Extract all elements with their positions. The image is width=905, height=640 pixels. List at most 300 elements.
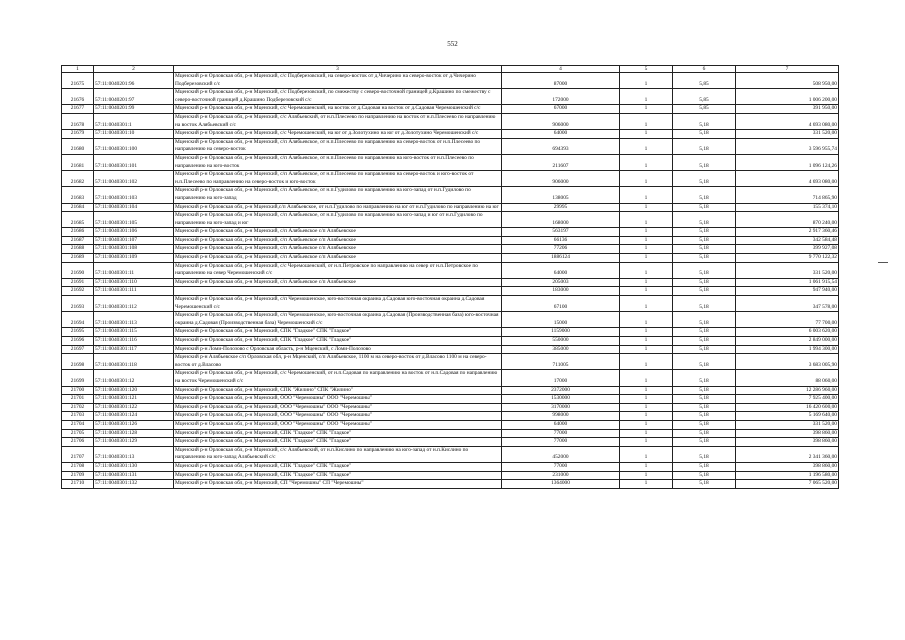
row-number: 21707 — [62, 446, 94, 462]
row-number: 21709 — [62, 471, 94, 480]
coefficient-value: 1 — [620, 462, 673, 471]
cadastral-number: 57:11:0040301:110 — [94, 278, 174, 287]
cadastral-number: 57:11:0040301:132 — [94, 480, 174, 489]
area-value: 906000 — [502, 113, 620, 129]
table-row — [62, 245, 839, 254]
cadastral-value: 398 860,00 — [736, 462, 839, 471]
area-value: 385000 — [502, 345, 620, 354]
area-value: 172000 — [502, 89, 620, 105]
header-col-7: 7 — [736, 66, 839, 73]
cadastral-value: 331 520,00 — [736, 420, 839, 429]
cadastral-number: 57:11:0040301:10 — [94, 130, 174, 139]
cadastral-number: 57:11:0040301:106 — [94, 228, 174, 237]
location-description: Мценский р-н Орловская обл, р-н Мценский, СПК "Гладкое" СПК "Гладкое" — [174, 462, 502, 471]
row-number: 21691 — [62, 278, 94, 287]
location-description — [174, 287, 502, 296]
specific-value: 5,18 — [673, 130, 736, 139]
area-value: 15000 — [502, 312, 620, 328]
specific-value: 5,18 — [673, 312, 736, 328]
table-row — [62, 203, 839, 212]
coefficient-value: 1 — [620, 438, 673, 447]
coefficient-value: 1 — [620, 228, 673, 237]
row-number: 21705 — [62, 429, 94, 438]
table-row — [62, 412, 839, 421]
specific-value: 5,18 — [673, 429, 736, 438]
cadastral-number: 57:11:0040301:130 — [94, 462, 174, 471]
coefficient-value: 1 — [620, 73, 673, 89]
specific-value: 5,18 — [673, 212, 736, 228]
cadastral-number: 57:11:0040301:102 — [94, 171, 174, 187]
header-col-2: 2 — [94, 66, 174, 73]
location-description: Мценский р-н Орловская обл, р-н Мценский, СПК "Гладкое" СПК "Гладкое" — [174, 438, 502, 447]
area-value: 66136 — [502, 236, 620, 245]
cadastral-number: 57:11:0040301:126 — [94, 420, 174, 429]
table-row — [62, 462, 839, 471]
specific-value: 5,18 — [673, 480, 736, 489]
table-row — [62, 337, 839, 346]
specific-value: 5,18 — [673, 228, 736, 237]
specific-value: 5,85 — [673, 73, 736, 89]
cadastral-value: 77 700,00 — [736, 312, 839, 328]
coefficient-value: 1 — [620, 354, 673, 370]
specific-value: 5,18 — [673, 420, 736, 429]
table-row — [62, 113, 839, 129]
table-row — [62, 187, 839, 203]
cadastral-value: 4 693 080,00 — [736, 171, 839, 187]
margin-mark — [878, 262, 888, 263]
area-value: 906000 — [502, 171, 620, 187]
table-body — [62, 73, 839, 489]
area-value: 550000 — [502, 337, 620, 346]
row-number: 21676 — [62, 89, 94, 105]
specific-value: 5,18 — [673, 203, 736, 212]
cadastral-number: 57:11:0040301:129 — [94, 438, 174, 447]
coefficient-value: 1 — [620, 154, 673, 170]
cadastral-number: 57:11:0040301:108 — [94, 245, 174, 254]
specific-value: 5,85 — [673, 89, 736, 105]
specific-value: 5,18 — [673, 138, 736, 154]
area-value: 168000 — [502, 212, 620, 228]
coefficient-value: 1 — [620, 203, 673, 212]
table-row — [62, 370, 839, 386]
specific-value: 5,18 — [673, 262, 736, 278]
table-row — [62, 154, 839, 170]
specific-value: 5,18 — [673, 386, 736, 395]
table-row — [62, 212, 839, 228]
location-description: Мценский р-н Орловская обл, р-н Мценский, ООО "Черемошны" ООО "Черемошны" — [174, 395, 502, 404]
cadastral-value: 3 683 005,90 — [736, 354, 839, 370]
location-description: Мценский р-н Орловская обл, р-н Мценский, с/с Подберезовский, на северо-восток от д.Чичерино на северо-восток от д.Чичерино Подберезовский с/с — [174, 73, 502, 89]
area-value: 17000 — [502, 370, 620, 386]
area-value: 77000 — [502, 429, 620, 438]
coefficient-value: 1 — [620, 412, 673, 421]
cadastral-number: 57:11:0040301:11 — [94, 262, 174, 278]
row-number: 21698 — [62, 354, 94, 370]
coefficient-value: 1 — [620, 446, 673, 462]
coefficient-value: 1 — [620, 171, 673, 187]
area-value: 77000 — [502, 462, 620, 471]
cadastral-value: 398 860,00 — [736, 438, 839, 447]
location-description: Мценский р-н Алябьевское с/п Орловская обл, р-н Мценский, с/п Алябьевское, 1100 м на северо-восток от д.Власово 1100 м на северо-восток от д.Власово — [174, 354, 502, 370]
cadastral-number: 57:11:0040301:120 — [94, 386, 174, 395]
row-number: 21685 — [62, 212, 94, 228]
location-description: Мценский р-н Орловская обл, р-н Мценский, с/п Алябьевское с/п Алябьевское — [174, 254, 502, 263]
cadastral-value: 870 240,00 — [736, 212, 839, 228]
area-value: 1530000 — [502, 395, 620, 404]
cadastral-value: 6 003 620,00 — [736, 328, 839, 337]
table-row — [62, 446, 839, 462]
location-description: Мценский р-н Орловская обл, р-н Мценский, с/с Черемошенский, на восток от д.Садовая на восток от д.Садовая Черемошенский с/с — [174, 105, 502, 114]
cadastral-value-table — [61, 65, 839, 489]
cadastral-number: 57:11:0040301:109 — [94, 254, 174, 263]
table-row — [62, 429, 839, 438]
coefficient-value: 1 — [620, 278, 673, 287]
cadastral-number: 57:11:0040301:1 — [94, 113, 174, 129]
coefficient-value: 1 — [620, 296, 673, 312]
cadastral-value: 155 374,10 — [736, 203, 839, 212]
cadastral-value: 347 578,00 — [736, 296, 839, 312]
cadastral-value: 2 917 360,46 — [736, 228, 839, 237]
cadastral-number: 57:11:0040301:105 — [94, 212, 174, 228]
row-number: 21678 — [62, 113, 94, 129]
specific-value: 5,18 — [673, 287, 736, 296]
row-number: 21688 — [62, 245, 94, 254]
coefficient-value: 1 — [620, 113, 673, 129]
row-number: 21675 — [62, 73, 94, 89]
coefficient-value: 1 — [620, 105, 673, 114]
coefficient-value: 1 — [620, 337, 673, 346]
specific-value: 5,18 — [673, 236, 736, 245]
cadastral-number: 57:11:0040301:121 — [94, 395, 174, 404]
specific-value: 5,18 — [673, 438, 736, 447]
specific-value: 5,18 — [673, 154, 736, 170]
table-row — [62, 312, 839, 328]
area-value: 64000 — [502, 420, 620, 429]
area-value: 2372000 — [502, 386, 620, 395]
coefficient-value: 1 — [620, 287, 673, 296]
location-description: Мценский р-н Орловская обл, р-н Мценский, с/п Алябьевское, от н.п.Плесеево по направлению на юго-восток от н.п.Плесеево по направлению на юго-восток — [174, 154, 502, 170]
table-row — [62, 105, 839, 114]
specific-value: 5,18 — [673, 328, 736, 337]
location-description: Мценский р-н Орловская обл, р-н Мценский, с/с Черемошенский, от н.п.Садовая по направлению на восток от н.п.Садовая по направлению на восток Черемошенский с/с — [174, 370, 502, 386]
specific-value: 5,18 — [673, 412, 736, 421]
coefficient-value: 1 — [620, 138, 673, 154]
table-row — [62, 73, 839, 89]
coefficient-value: 1 — [620, 130, 673, 139]
table-row — [62, 236, 839, 245]
area-value: 77206 — [502, 245, 620, 254]
coefficient-value: 1 — [620, 370, 673, 386]
location-description: Мценский р-н Орловская обл, р-н Мценский, СП "Черемошны" СП "Черемошны" — [174, 480, 502, 489]
row-number: 21681 — [62, 154, 94, 170]
table-row — [62, 278, 839, 287]
row-number: 21689 — [62, 254, 94, 263]
area-value: 998000 — [502, 412, 620, 421]
row-number: 21704 — [62, 420, 94, 429]
header-col-1: 1 — [62, 66, 94, 73]
location-description: Мценский р-н Орловская обл, р-н Мценский, СПК "Гладкое" СПК "Гладкое" — [174, 429, 502, 438]
location-description: Мценский р-н Орловская обл, р-н Мценский, с/п Черемошенское, юго-восточная окраина д.Садовая (Производственная база) юго-восточная окраина д.Садовая (Производственная база) Черемошенский с/с — [174, 312, 502, 328]
cadastral-value: 16 420 600,00 — [736, 403, 839, 412]
area-value: 452000 — [502, 446, 620, 462]
cadastral-value: 2 849 000,00 — [736, 337, 839, 346]
location-description: Мценский р-н Орловская обл, р-н Мценский, с/п Алябьевское с/п Алябьевское — [174, 278, 502, 287]
row-number: 21700 — [62, 386, 94, 395]
specific-value: 5,18 — [673, 462, 736, 471]
table-row — [62, 254, 839, 263]
coefficient-value: 1 — [620, 212, 673, 228]
location-description: Мценский р-н Орловская обл, р-н Мценский, СПК "Гладкое" СПК "Гладкое" — [174, 328, 502, 337]
specific-value: 5,18 — [673, 245, 736, 254]
cadastral-number: 57:11:0040301:101 — [94, 154, 174, 170]
cadastral-number: 57:11:0040301:112 — [94, 296, 174, 312]
row-number: 21679 — [62, 130, 94, 139]
cadastral-value: 947 940,00 — [736, 287, 839, 296]
cadastral-number: 57:11:0040301:13 — [94, 446, 174, 462]
row-number: 21699 — [62, 370, 94, 386]
table-row — [62, 130, 839, 139]
cadastral-number: 57:11:0040301:107 — [94, 236, 174, 245]
specific-value: 5,18 — [673, 345, 736, 354]
row-number: 21708 — [62, 462, 94, 471]
cadastral-number: 57:11:0040301:122 — [94, 403, 174, 412]
header-col-6: 6 — [673, 66, 736, 73]
table-row — [62, 471, 839, 480]
location-description: Мценский р-н Орловская обл, р-н Мценский, с/с Черемошенский, от н.п.Петровское по направлению на север от н.п.Петровское по направлению на север Черемошенский с/с — [174, 262, 502, 278]
location-description: Мценский р-н Орловская обл, р-н Мценский,с/п Алябьевское, от н.п.Гудилово по направлению на юг от н.п.Гудилово по направлению на юг — [174, 203, 502, 212]
cadastral-value: 1 196 580,00 — [736, 471, 839, 480]
table-row — [62, 386, 839, 395]
cadastral-value: 331 520,00 — [736, 262, 839, 278]
area-value: 138005 — [502, 187, 620, 203]
specific-value: 5,18 — [673, 278, 736, 287]
coefficient-value: 1 — [620, 386, 673, 395]
header-col-4: 4 — [502, 66, 620, 73]
location-description: Мценский р-н Орловская обл, р-н Мценский, с/п Черемошенское, юго-восточная окраина д.Садовая юго-восточная окраина д.Садовая Черемошенский с/с — [174, 296, 502, 312]
coefficient-value: 1 — [620, 89, 673, 105]
table-row — [62, 296, 839, 312]
cadastral-value: 2 341 360,00 — [736, 446, 839, 462]
coefficient-value: 1 — [620, 403, 673, 412]
cadastral-number: 57:11:0040301:118 — [94, 354, 174, 370]
cadastral-value: 331 520,00 — [736, 130, 839, 139]
cadastral-value: 399 927,08 — [736, 245, 839, 254]
specific-value: 5,18 — [673, 254, 736, 263]
table-row — [62, 354, 839, 370]
cadastral-number: 57:11:0040301:104 — [94, 203, 174, 212]
area-value: 67100 — [502, 296, 620, 312]
location-description: Мценский р-н Орловская обл, р-н Мценский, СПК "Гладкое" СПК "Гладкое" — [174, 471, 502, 480]
area-value: 77000 — [502, 438, 620, 447]
row-number: 21706 — [62, 438, 94, 447]
cadastral-number: 57:11:0040201:97 — [94, 89, 174, 105]
cadastral-number: 57:11:0040301:116 — [94, 337, 174, 346]
specific-value: 5,18 — [673, 403, 736, 412]
row-number: 21686 — [62, 228, 94, 237]
coefficient-value: 1 — [620, 328, 673, 337]
row-number: 21694 — [62, 312, 94, 328]
cadastral-value: 508 950,00 — [736, 73, 839, 89]
row-number: 21692 — [62, 287, 94, 296]
table-row — [62, 89, 839, 105]
cadastral-value: 4 693 080,00 — [736, 113, 839, 129]
cadastral-value: 12 286 960,00 — [736, 386, 839, 395]
cadastral-number: 57:11:0040301:103 — [94, 187, 174, 203]
cadastral-value: 7 925 400,00 — [736, 395, 839, 404]
cadastral-value: 3 596 955,74 — [736, 138, 839, 154]
location-description: Мценский р-н Орловская обл, р-н Мценский, с/с Алябьевский, от н.п.Кислино по направлению на юго-запад от н.п.Кислино по направлению на юго-запад Алябьевский с/с — [174, 446, 502, 462]
cadastral-number: 57:11:0040301:117 — [94, 345, 174, 354]
area-value: 231000 — [502, 471, 620, 480]
cadastral-value: 9 770 122,32 — [736, 254, 839, 263]
row-number: 21687 — [62, 236, 94, 245]
cadastral-number: 57:11:0040301:128 — [94, 429, 174, 438]
cadastral-value: 1 061 915,54 — [736, 278, 839, 287]
area-value: 67000 — [502, 105, 620, 114]
location-description: Мценский р-н Орловская обл, р-н Мценский, с/п Алябьевское с/п Алябьевское — [174, 236, 502, 245]
table-row — [62, 228, 839, 237]
specific-value: 5,18 — [673, 471, 736, 480]
coefficient-value: 1 — [620, 429, 673, 438]
area-value: 64000 — [502, 262, 620, 278]
cadastral-number: 57:11:0040301:124 — [94, 412, 174, 421]
location-description: Мценский р-н Орловская обл, р-н Мценский, с/п Алябьевское, от н.п.Гудилово по направлению на юго-запад и юг от н.п.Гудилово по направлению на юго-запад и юг — [174, 212, 502, 228]
coefficient-value: 1 — [620, 395, 673, 404]
cadastral-number: 57:11:0040301:131 — [94, 471, 174, 480]
table-row — [62, 395, 839, 404]
cadastral-number: 57:11:0040301:115 — [94, 328, 174, 337]
location-description: Мценский р-н Орловская обл, р-н Мценский, ООО "Черемошны" ООО "Черемошны" — [174, 403, 502, 412]
area-value: 211607 — [502, 154, 620, 170]
location-description: Мценский р-н Орловская обл, р-н Мценский, ООО "Черемошны" ООО "Черемошны" — [174, 420, 502, 429]
row-number: 21683 — [62, 187, 94, 203]
area-value: 563197 — [502, 228, 620, 237]
cadastral-value: 391 950,00 — [736, 105, 839, 114]
cadastral-number: 57:11:0040201:99 — [94, 105, 174, 114]
location-description: Мценский р-н Орловская обл, р-н Мценский, с/п Алябьевское, от н.п.Гудилово по направлению на юго-запад от н.п.Гудилово по направлению на юго-запад — [174, 187, 502, 203]
table-row — [62, 328, 839, 337]
table-row — [62, 262, 839, 278]
row-number: 21702 — [62, 403, 94, 412]
coefficient-value: 1 — [620, 420, 673, 429]
area-value: 205003 — [502, 278, 620, 287]
location-description: Мценский р-н Орловская обл, р-н Мценский, СПК "Гладкое" СПК "Гладкое" — [174, 337, 502, 346]
specific-value: 5,18 — [673, 337, 736, 346]
area-value: 29995 — [502, 203, 620, 212]
specific-value: 5,85 — [673, 105, 736, 114]
cadastral-value: 88 060,00 — [736, 370, 839, 386]
row-number: 21696 — [62, 337, 94, 346]
table-row — [62, 138, 839, 154]
location-description: Мценский р-н Орловская обл, р-н Мценский, с/п Алябьевское, от н.п.Плесеево по направлению на северо-восток и юго-восток от н.п.Плесеево по направлению на северо-восток и юго-восток — [174, 171, 502, 187]
row-number: 21701 — [62, 395, 94, 404]
coefficient-value: 1 — [620, 480, 673, 489]
table-row — [62, 438, 839, 447]
table-row — [62, 345, 839, 354]
cadastral-number: 57:11:0040301:113 — [94, 312, 174, 328]
specific-value: 5,18 — [673, 171, 736, 187]
area-value: 183000 — [502, 287, 620, 296]
location-description: Мценский р-н Орловская обл, р-н Мценский, ООО "Черемошны" ООО "Черемошны" — [174, 412, 502, 421]
area-value: 1886124 — [502, 254, 620, 263]
coefficient-value: 1 — [620, 471, 673, 480]
coefficient-value: 1 — [620, 262, 673, 278]
specific-value: 5,18 — [673, 296, 736, 312]
row-number: 21703 — [62, 412, 94, 421]
area-value: 3170000 — [502, 403, 620, 412]
coefficient-value: 1 — [620, 254, 673, 263]
table-row — [62, 480, 839, 489]
page-number: 552 — [447, 40, 458, 48]
cadastral-value: 5 169 640,00 — [736, 412, 839, 421]
area-value: 87000 — [502, 73, 620, 89]
location-description: Мценский р-н Орловская обл, р-н Мценский, с/п Алябьевское с/п Алябьевское — [174, 245, 502, 254]
location-description: Мценский р-н Орловская обл, р-н Мценский, с/п Алябьевское с/п Алябьевское — [174, 228, 502, 237]
area-value: 694393 — [502, 138, 620, 154]
cadastral-number: 57:11:0040301:12 — [94, 370, 174, 386]
table-row — [62, 171, 839, 187]
cadastral-value: 7 065 520,00 — [736, 480, 839, 489]
table-row — [62, 287, 839, 296]
cadastral-value: 398 860,00 — [736, 429, 839, 438]
coefficient-value: 1 — [620, 312, 673, 328]
location-description: Мценский р-н Орловская обл, р-н Мценский, с/с Алябьевский, от н.п.Плесеево по направлению на восток от н.п.Плесеево по направлению на восток Алябьевский с/с — [174, 113, 502, 129]
cadastral-value: 714 865,90 — [736, 187, 839, 203]
header-col-3: 3 — [174, 66, 502, 73]
cadastral-value: 1 006 200,00 — [736, 89, 839, 105]
row-number: 21697 — [62, 345, 94, 354]
specific-value: 5,18 — [673, 354, 736, 370]
area-value: 1159000 — [502, 328, 620, 337]
row-number: 21710 — [62, 480, 94, 489]
location-description: Мценский р-н Орловская обл, р-н Мценский, с/с Подберезовский, по смежеству с северо-восточной границей д.Крашино по смежеству с северо-восточной границей д.Крашино Подберезовский с/с — [174, 89, 502, 105]
table-row — [62, 403, 839, 412]
header-col-5: 5 — [620, 66, 673, 73]
specific-value: 5,18 — [673, 370, 736, 386]
cadastral-number: 57:11:0040201:96 — [94, 73, 174, 89]
row-number: 21690 — [62, 262, 94, 278]
location-description: Мценский р-н Орловская обл, р-н Мценский, с/п Алябьевское, от н.п.Плесеево по направлению на северо-восток от н.п.Плесеево по направлению на северо-восток — [174, 138, 502, 154]
row-number: 21693 — [62, 296, 94, 312]
specific-value: 5,18 — [673, 446, 736, 462]
coefficient-value: 1 — [620, 245, 673, 254]
row-number: 21684 — [62, 203, 94, 212]
coefficient-value: 1 — [620, 187, 673, 203]
location-description: Мценский р-н Орловская обл, р-н Мценский, с/с Черемошенский, на юг от д.Золотухино на юг от д.Золотухино Черемошенский с/с — [174, 130, 502, 139]
table-header-row — [62, 66, 839, 73]
cadastral-number: 57:11:0040301:100 — [94, 138, 174, 154]
cadastral-value: 1 096 124,26 — [736, 154, 839, 170]
location-description: Мценский р-н Ломи-Полозово с Орловская область, р-н Мценский, с Ломи-Полозово — [174, 345, 502, 354]
row-number: 21695 — [62, 328, 94, 337]
row-number: 21677 — [62, 105, 94, 114]
row-number: 21680 — [62, 138, 94, 154]
coefficient-value: 1 — [620, 236, 673, 245]
table-row — [62, 420, 839, 429]
row-number: 21682 — [62, 171, 94, 187]
specific-value: 5,18 — [673, 187, 736, 203]
cadastral-value: 342 584,48 — [736, 236, 839, 245]
cadastral-value: 1 994 300,00 — [736, 345, 839, 354]
specific-value: 5,18 — [673, 113, 736, 129]
area-value: 1364000 — [502, 480, 620, 489]
cadastral-number: 57:11:0040301:111 — [94, 287, 174, 296]
area-value: 64000 — [502, 130, 620, 139]
specific-value: 5,18 — [673, 395, 736, 404]
coefficient-value: 1 — [620, 345, 673, 354]
area-value: 711005 — [502, 354, 620, 370]
location-description: Мценский р-н Орловская обл, р-н Мценский, СПК "Жилино" СПК "Жилино" — [174, 386, 502, 395]
